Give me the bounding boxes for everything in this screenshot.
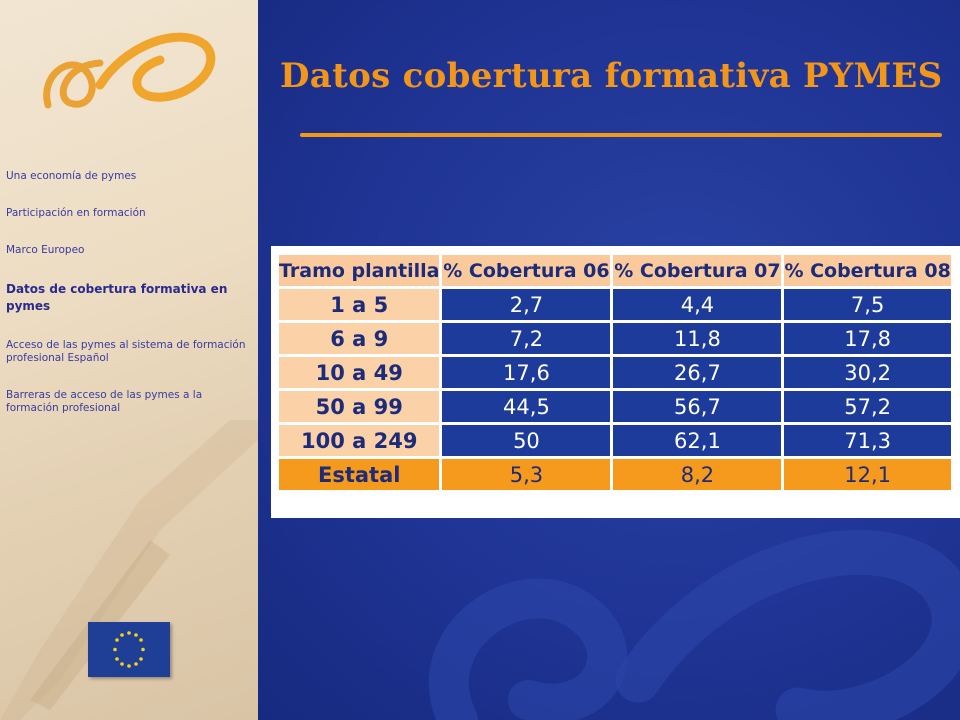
cell-value: 62,1 — [613, 425, 781, 456]
table-row — [279, 289, 951, 320]
nav-item-participacion-formacion[interactable]: Participación en formación — [6, 207, 146, 219]
table-row — [279, 323, 951, 354]
nav-item-marco-europeo[interactable]: Marco Europeo — [6, 244, 85, 256]
nav-item-economia-pymes[interactable]: Una economía de pymes — [6, 170, 137, 182]
cell-value: 26,7 — [613, 357, 781, 388]
row-label: 1 a 5 — [279, 289, 439, 320]
cell-value: 5,3 — [442, 459, 610, 490]
eu-flag-icon — [88, 622, 170, 677]
cell-value: 57,2 — [784, 391, 950, 422]
cell-value: 30,2 — [784, 357, 950, 388]
fundacion-logo-icon — [30, 25, 220, 125]
cell-value: 50 — [442, 425, 610, 456]
cell-value: 8,2 — [613, 459, 781, 490]
cell-value: 56,7 — [613, 391, 781, 422]
row-label: 6 a 9 — [279, 323, 439, 354]
coverage-table-panel — [271, 246, 960, 518]
header-cobertura-06: % Cobertura 06 — [442, 255, 610, 286]
page-title: Datos cobertura formativa PYMES — [280, 56, 943, 96]
table-header-row — [279, 255, 951, 286]
title-underline — [300, 133, 942, 137]
cell-value: 44,5 — [442, 391, 610, 422]
cell-value: 17,6 — [442, 357, 610, 388]
cell-value: 2,7 — [442, 289, 610, 320]
row-label: 100 a 249 — [279, 425, 439, 456]
cell-value: 71,3 — [784, 425, 950, 456]
header-cobertura-08: % Cobertura 08 — [784, 255, 950, 286]
cell-value: 4,4 — [613, 289, 781, 320]
table-row — [279, 425, 951, 456]
cell-value: 7,5 — [784, 289, 950, 320]
cell-value: 11,8 — [613, 323, 781, 354]
coverage-table — [276, 252, 954, 493]
header-cobertura-07: % Cobertura 07 — [613, 255, 781, 286]
nav-item-acceso-pymes[interactable]: Acceso de las pymes al sistema de formación profesional Español — [6, 339, 246, 364]
sidebar — [0, 0, 258, 720]
main-content — [258, 0, 960, 720]
table-row — [279, 391, 951, 422]
cell-value: 17,8 — [784, 323, 950, 354]
table-row — [279, 357, 951, 388]
cell-value: 7,2 — [442, 323, 610, 354]
row-label: 10 a 49 — [279, 357, 439, 388]
cell-value: 12,1 — [784, 459, 950, 490]
row-label: 50 a 99 — [279, 391, 439, 422]
row-label: Estatal — [279, 459, 439, 490]
nav-item-datos-cobertura[interactable]: Datos de cobertura formativa en pymes — [6, 282, 228, 313]
nav-item-barreras-acceso[interactable]: Barreras de acceso de las pymes a la formación profesional — [6, 389, 203, 414]
table-total-row — [279, 459, 951, 490]
sidebar-nav — [6, 170, 258, 439]
header-tramo-plantilla: Tramo plantilla — [279, 255, 439, 286]
